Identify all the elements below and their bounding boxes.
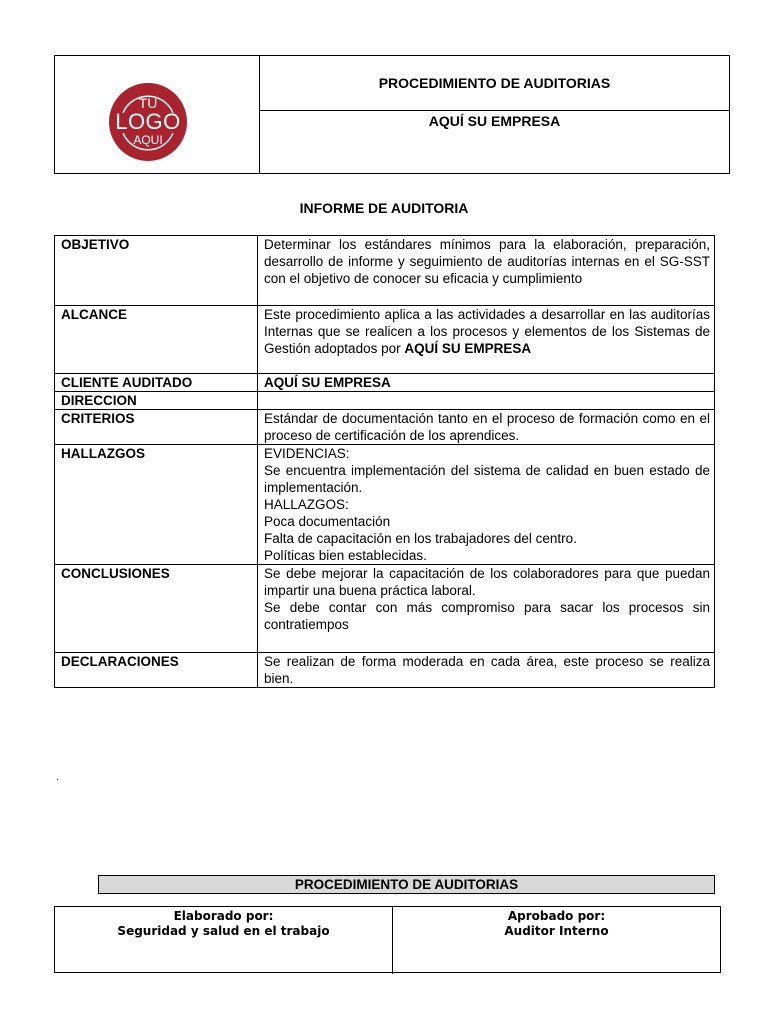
row-label: CRITERIOS <box>55 410 258 445</box>
document-header <box>54 55 730 174</box>
row-value: Determinar los estándares mínimos para la elaboración, preparación, desarrollo de informe y seguimiento de auditorías internas en el SG-SST con el objetivo de conocer su eficacia y cumplimiento <box>258 236 715 306</box>
stray-mark: . <box>56 772 59 783</box>
logo-text-top: TU <box>138 95 158 111</box>
aprobado-value: Auditor Interno <box>504 924 609 938</box>
row-label: DIRECCION <box>55 392 258 410</box>
table-row-hallazgos <box>55 445 715 565</box>
table-row-declaraciones <box>55 653 715 688</box>
hallazgos-line: Políticas bien establecidas. <box>264 548 427 563</box>
hallazgos-line: HALLAZGOS: <box>264 497 349 512</box>
row-label: DECLARACIONES <box>55 653 258 688</box>
company-name: AQUÍ SU EMPRESA <box>428 113 561 129</box>
row-label: CONCLUSIONES <box>55 565 258 653</box>
row-value: Estándar de documentación tanto en el proceso de formación como en el proceso de certificación de los aprendices. <box>258 410 715 445</box>
elaborado-label: Elaborado por: <box>173 909 274 923</box>
aprobado-cell <box>393 907 720 974</box>
row-value <box>258 565 715 653</box>
row-label: CLIENTE AUDITADO <box>55 374 258 392</box>
table-row-direccion <box>55 392 715 410</box>
logo-text-main: LOGO <box>115 109 181 134</box>
elaborado-value: Seguridad y salud en el trabajo <box>117 924 330 938</box>
row-value <box>258 445 715 565</box>
approval-box <box>54 906 721 973</box>
table-row-conclusiones <box>55 565 715 653</box>
alcance-text: Este procedimiento aplica a las actividades a desarrollar en las auditorías Internas que se realicen a los procesos y elementos de los Sistemas de Gestión adoptados por <box>264 307 710 356</box>
elaborado-cell <box>55 907 393 974</box>
hallazgos-line: EVIDENCIAS: <box>264 446 350 461</box>
conclusiones-line: Se debe contar con más compromiso para sacar los procesos sin contratiempos <box>264 600 710 632</box>
hallazgos-line: Poca documentación <box>264 514 391 529</box>
hallazgos-line: Falta de capacitación en los trabajadores del centro. <box>264 531 577 546</box>
table-row-cliente <box>55 374 715 392</box>
logo-cell <box>55 56 260 173</box>
table-row-criterios <box>55 410 715 445</box>
audit-report-table <box>54 235 715 688</box>
row-value: AQUÍ SU EMPRESA <box>258 374 715 392</box>
report-title: INFORME DE AUDITORIA <box>299 200 469 216</box>
conclusiones-line: Se debe mejorar la capacitación de los colaboradores para que puedan impartir una buena práctica laboral. <box>264 566 710 598</box>
row-value <box>258 392 715 410</box>
table-row-alcance <box>55 306 715 374</box>
footer-title: PROCEDIMIENTO DE AUDITORIAS <box>98 875 715 894</box>
row-label: OBJETIVO <box>55 236 258 306</box>
aprobado-label: Aprobado por: <box>507 909 606 923</box>
row-label: HALLAZGOS <box>55 445 258 565</box>
row-label: ALCANCE <box>55 306 258 374</box>
company-logo <box>109 83 187 161</box>
hallazgos-line: Se encuentra implementación del sistema de calidad en buen estado de implementación. <box>264 463 710 495</box>
row-value <box>258 306 715 374</box>
logo-text-bottom: AQUI <box>133 133 163 147</box>
procedure-title: PROCEDIMIENTO DE AUDITORIAS <box>260 56 729 111</box>
row-value: Se realizan de forma moderada en cada área, este proceso se realiza bien. <box>258 653 715 688</box>
alcance-company: AQUÍ SU EMPRESA <box>404 341 532 356</box>
table-row-objetivo <box>55 236 715 306</box>
